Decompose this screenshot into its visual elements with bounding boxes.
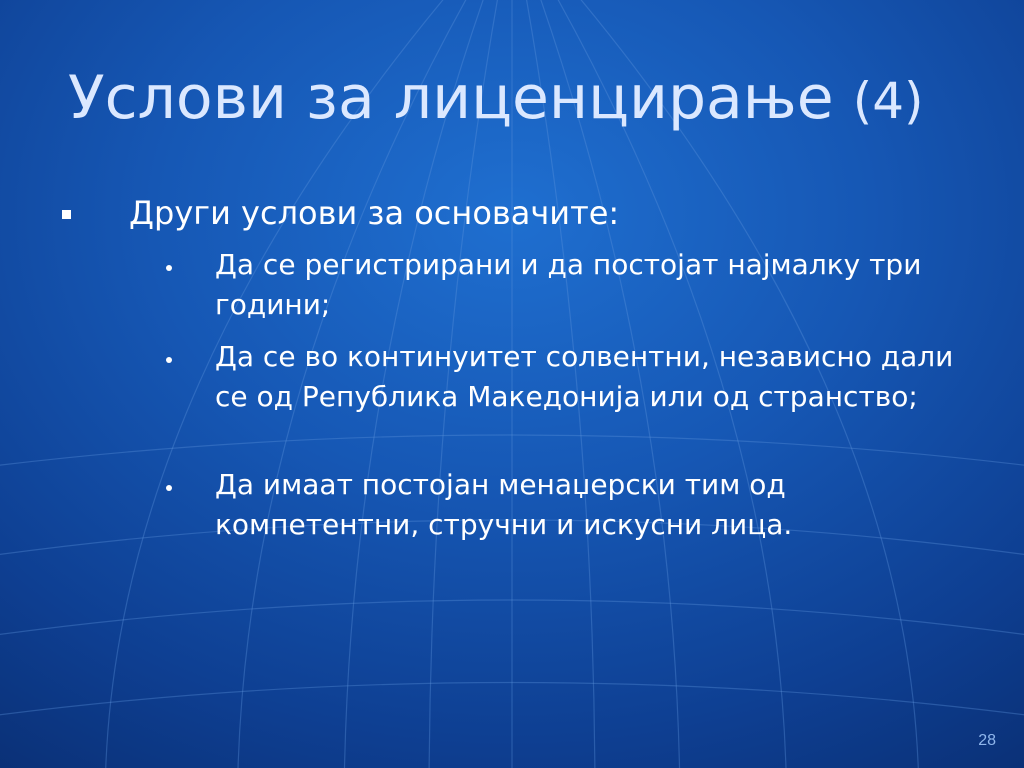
sub-bullet-item (160, 465, 980, 545)
sub-bullet-item (160, 245, 980, 325)
title-number: (4) (852, 72, 924, 130)
sub-bullet-text: Да се регистрирани и да постојат најмалку три години; (215, 248, 922, 321)
sub-bullet-text: Да се во континуитет солвентни, независно дали се од Република Македонија или од странство; (215, 340, 954, 413)
title-text: Услови за лиценцирање (68, 63, 834, 133)
square-bullet-icon (62, 210, 71, 219)
sub-bullet-item (160, 337, 980, 457)
page-number: 28 (978, 732, 996, 749)
dot-bullet-icon (166, 357, 172, 363)
dot-bullet-icon (166, 485, 172, 491)
bullet-heading: Други услови за основачите: (129, 194, 620, 232)
bullet-item (62, 190, 962, 240)
dot-bullet-icon (166, 265, 172, 271)
sub-bullet-text: Да имаат постојан менаџерски тим од компетентни, стручни и искусни лица. (215, 468, 793, 541)
